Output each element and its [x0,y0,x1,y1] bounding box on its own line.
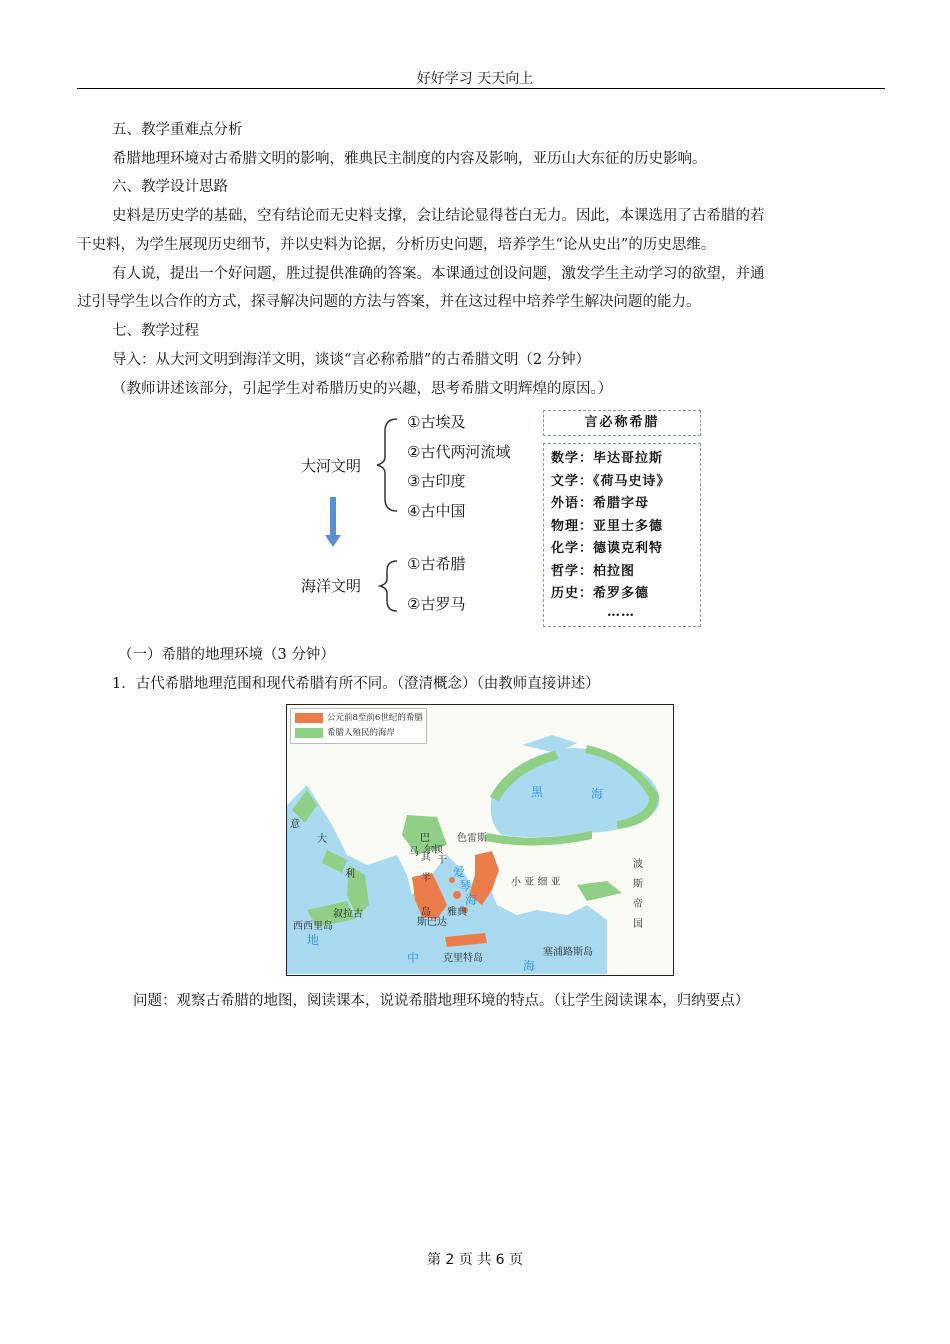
mediterranean-sea-label: 中 [407,951,420,965]
italy-label: 利 [345,869,355,880]
section-6-heading: 六、教学设计思路 [112,179,228,195]
macedonia-label: 马 [409,847,419,858]
ocean-item: ①古希腊 [407,555,466,573]
achievement-item: 哲学：柏拉图 [551,563,636,579]
section-5-heading: 五、教学重难点分析 [112,122,243,138]
peninsula-label: 岛 [421,907,431,918]
question-text: 问题：观察古希腊的地图，阅读课本，说说希腊地理环境的特点。（让学生阅读课本，归纳要点） [133,993,750,1009]
achievement-item: 化学：德谟克利特 [551,541,664,556]
ocean-item: ②古罗马 [407,595,466,613]
sicily-label: 西西里岛 [293,921,333,932]
legend-swatch-colony [295,728,323,738]
achievement-item: 历史：希罗多德 [551,586,650,601]
italy-label: 意 [290,819,300,830]
greece-achievements-box [543,443,701,627]
macedonia-label: 其 [421,852,431,863]
down-arrow-head [325,535,341,547]
balkan-label: 巴 [420,833,430,844]
legend-swatch-greece [295,713,323,723]
persia-label: 帝 [633,899,643,910]
achievement-item: 外语：希腊字母 [551,496,650,511]
river-item: ①古埃及 [407,413,466,431]
ocean-brace [380,561,397,611]
item-1-text: 1．古代希腊地理范围和现代希腊有所不同。（澄清概念）（由教师直接讲述） [112,676,600,692]
section-7-heading: 七、教学过程 [112,323,199,339]
page-header: 好好学习 天天向上 [416,71,534,87]
achievement-item: 文学：《荷马史诗》 [551,473,671,489]
river-item: ②古代两河流域 [407,443,511,461]
river-item: ③古印度 [407,472,466,490]
subsection-1-heading: （一）希腊的地理环境（3 分钟） [118,647,335,663]
aegean-sea-label: 爱 [453,865,466,879]
mediterranean-sea-label: 海 [523,959,536,973]
river-civilization-label: 大河文明 [301,457,362,475]
colony-coast [577,881,622,901]
asia-minor-label: 小 亚 细 亚 [511,877,561,888]
black-sea-label: 海 [591,787,604,801]
sparta-label: 斯巴达 [417,917,447,928]
achievement-ellipsis: …… [607,604,635,620]
persia-label: 斯 [633,879,643,890]
balkan-label: 尔 [424,845,434,856]
black-sea-label: 黑 [531,785,544,799]
thrace-label: 色雷斯 [457,833,487,844]
italy-label: 大 [317,834,327,845]
crete-label: 克里特岛 [443,953,483,964]
greece-box-title: 言必称希腊 [543,410,701,436]
mediterranean-sea-label: 地 [307,933,320,947]
aegean-sea-label: 琴 [459,879,472,893]
river-item: ④古中国 [407,502,466,520]
achievement-item: 物理：亚里士多德 [551,518,664,534]
legend-colony-label: 希腊人殖民的海岸 [327,728,396,738]
down-arrow-shaft [330,497,336,537]
section-6-paragraph-2-line-2: 过引导学生以合作的方式，探寻解决问题的方法与答案，并在这过程中培养学生解决问题的能力。 [77,294,701,310]
ocean-civilization-label: 海洋文明 [301,577,362,595]
header-rule [77,88,885,89]
persia-label: 波 [633,859,643,870]
page-footer: 第 2 页 共 6 页 [426,1252,524,1268]
ancient-greece-map [286,704,674,976]
civilization-diagram [285,405,715,633]
intro-line: 导入：从大河文明到海洋文明，谈谈“言必称希腊”的古希腊文明（2 分钟） [112,352,591,368]
river-brace [377,419,397,511]
syracuse-label: 叙拉古 [333,909,363,920]
balkan-label: 干 [437,855,447,866]
section-6-paragraph-1-line-2: 干史料，为学生展现历史细节，并以史料为论据，分析历史问题，培养学生“论从史出”的历史思维。 [77,237,716,253]
aegean-sea-label: 海 [465,893,478,907]
map-legend [290,708,427,744]
section-6-paragraph-2-line-1: 有人说，提出一个好问题，胜过提供准确的答案。本课通过创设问题，激发学生主动学习的欲望，并通 [112,266,765,282]
legend-greece-label: 公元前8至前6世纪的希腊 [327,713,423,723]
section-5-text: 希腊地理环境对古希腊文明的影响，雅典民主制度的内容及影响，亚历山大东征的历史影响。 [112,151,707,167]
section-6-paragraph-1-line-1: 史料是历史学的基础，空有结论而无史料支撑，会让结论显得苍白无力。因此，本课选用了古希腊的若 [112,208,765,224]
athens-label: 雅典 [447,907,467,918]
intro-note: （教师讲述该部分，引起学生对希腊历史的兴趣，思考希腊文明辉煌的原因。） [112,381,613,397]
persia-label: 国 [633,919,643,930]
cyprus-label: 塞浦路斯岛 [543,947,593,958]
macedonia-label: 顿 [433,845,443,856]
achievement-item: 数学：毕达哥拉斯 [551,451,664,466]
peninsula-label: 半 [421,873,431,884]
